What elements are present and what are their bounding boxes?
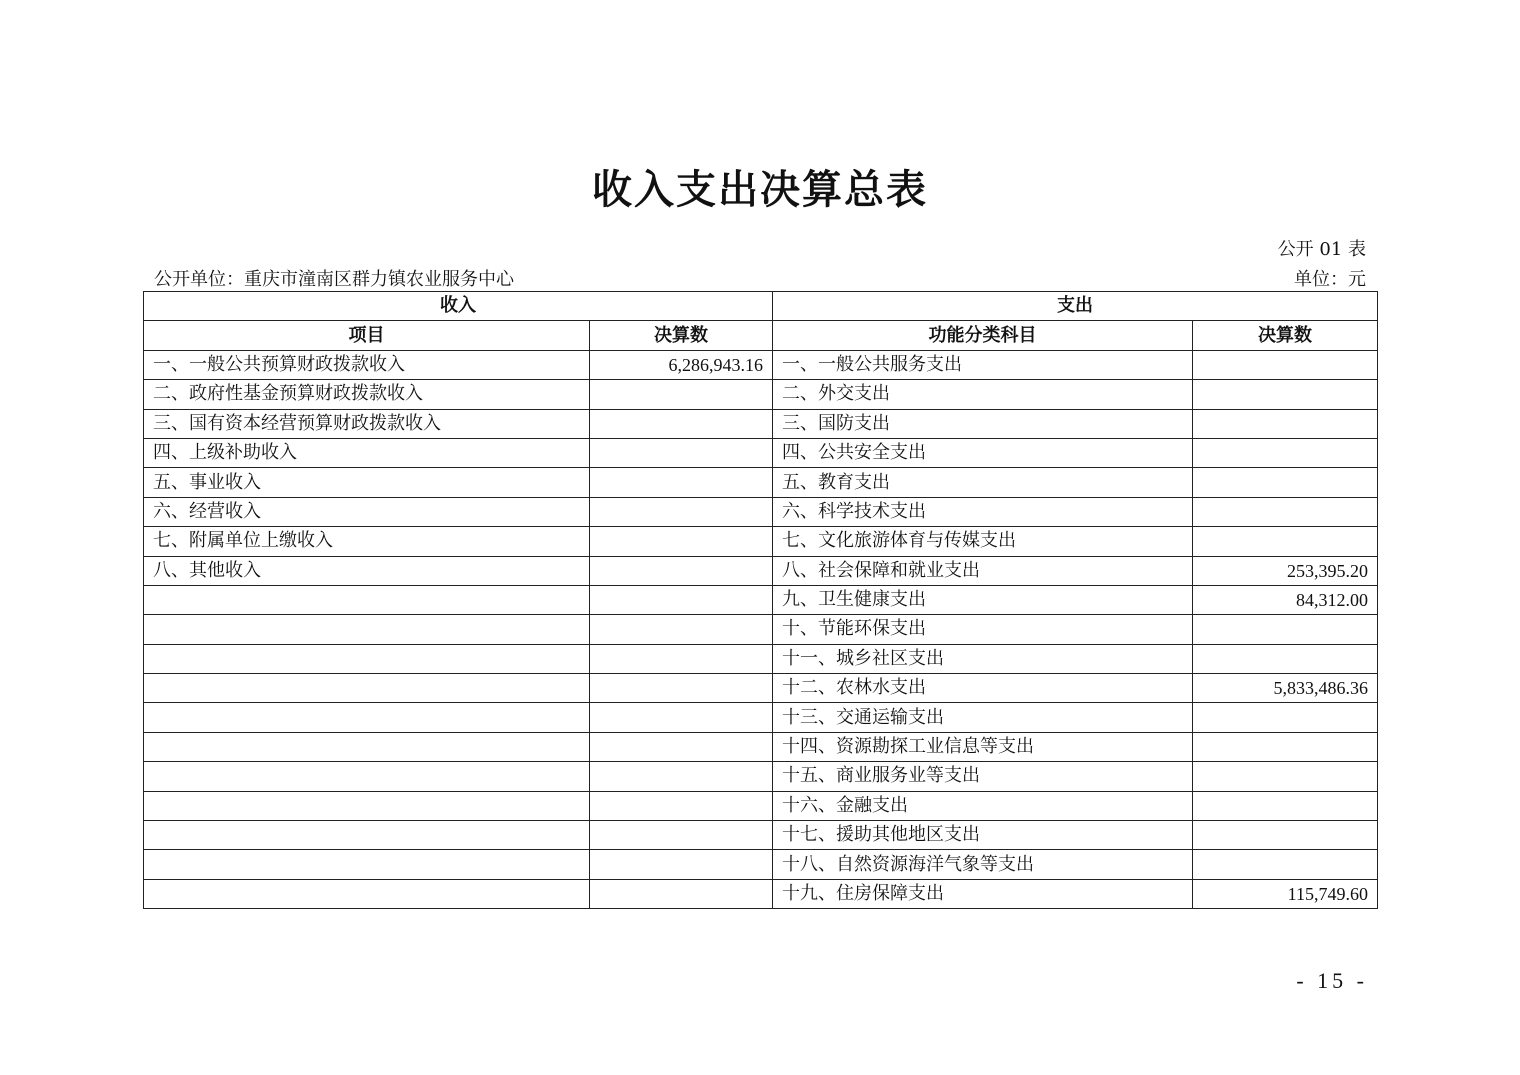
income-item-cell xyxy=(144,732,590,761)
table-group-header-row xyxy=(144,292,1378,321)
table-row xyxy=(144,350,1378,379)
income-item-cell xyxy=(144,585,590,614)
expense-item-cell: 六、科学技术支出 xyxy=(773,497,1193,526)
income-amount-cell xyxy=(590,850,773,879)
table-row xyxy=(144,468,1378,497)
income-amount-cell xyxy=(590,527,773,556)
income-item-cell: 二、政府性基金预算财政拨款收入 xyxy=(144,380,590,409)
expense-amount-cell xyxy=(1193,468,1378,497)
table-row xyxy=(144,380,1378,409)
income-item-cell xyxy=(144,879,590,908)
expense-amount-cell: 84,312.00 xyxy=(1193,585,1378,614)
income-amount-cell xyxy=(590,615,773,644)
expense-amount-cell xyxy=(1193,527,1378,556)
income-group-header: 收入 xyxy=(144,292,773,321)
table-row xyxy=(144,732,1378,761)
table-body xyxy=(144,350,1378,908)
expense-amount-cell xyxy=(1193,380,1378,409)
expense-item-cell: 十五、商业服务业等支出 xyxy=(773,762,1193,791)
expense-item-cell: 十二、农林水支出 xyxy=(773,674,1193,703)
page-number: - 15 - xyxy=(1296,968,1368,993)
column-header-item: 项目 xyxy=(144,321,590,350)
table-row xyxy=(144,409,1378,438)
table-row xyxy=(144,762,1378,791)
expense-item-cell: 四、公共安全支出 xyxy=(773,438,1193,467)
income-amount-cell xyxy=(590,409,773,438)
expense-item-cell: 七、文化旅游体育与传媒支出 xyxy=(773,527,1193,556)
expense-amount-cell xyxy=(1193,703,1378,732)
income-amount-cell xyxy=(590,879,773,908)
table-row xyxy=(144,674,1378,703)
income-amount-cell xyxy=(590,585,773,614)
income-item-cell xyxy=(144,762,590,791)
income-item-cell: 一、一般公共预算财政拨款收入 xyxy=(144,350,590,379)
income-amount-cell xyxy=(590,556,773,585)
income-amount-cell xyxy=(590,468,773,497)
income-amount-cell xyxy=(590,791,773,820)
income-amount-cell xyxy=(590,674,773,703)
income-item-cell xyxy=(144,644,590,673)
income-item-cell xyxy=(144,821,590,850)
reporting-organization: 公开单位：重庆市潼南区群力镇农业服务中心 xyxy=(154,269,514,290)
expense-amount-cell xyxy=(1193,732,1378,761)
expense-item-cell: 十三、交通运输支出 xyxy=(773,703,1193,732)
income-item-cell xyxy=(144,615,590,644)
table-column-header-row xyxy=(144,321,1378,350)
income-item-cell: 六、经营收入 xyxy=(144,497,590,526)
expense-item-cell: 十一、城乡社区支出 xyxy=(773,644,1193,673)
table-row xyxy=(144,527,1378,556)
income-item-cell xyxy=(144,850,590,879)
table-row xyxy=(144,644,1378,673)
currency-unit: 单位：元 xyxy=(1294,269,1366,290)
income-amount-cell xyxy=(590,821,773,850)
expense-item-cell: 八、社会保障和就业支出 xyxy=(773,556,1193,585)
table-row xyxy=(144,585,1378,614)
expense-amount-cell xyxy=(1193,350,1378,379)
income-amount-cell xyxy=(590,438,773,467)
expense-amount-cell: 253,395.20 xyxy=(1193,556,1378,585)
income-amount-cell xyxy=(590,380,773,409)
expense-group-header: 支出 xyxy=(773,292,1378,321)
table-row xyxy=(144,821,1378,850)
expense-item-cell: 一、一般公共服务支出 xyxy=(773,350,1193,379)
table-row xyxy=(144,556,1378,585)
income-amount-cell xyxy=(590,762,773,791)
page-title: 收入支出决算总表 xyxy=(592,166,928,213)
income-item-cell: 五、事业收入 xyxy=(144,468,590,497)
table-row xyxy=(144,703,1378,732)
expense-item-cell: 十四、资源勘探工业信息等支出 xyxy=(773,732,1193,761)
expense-item-cell: 十七、援助其他地区支出 xyxy=(773,821,1193,850)
income-item-cell xyxy=(144,703,590,732)
expense-item-cell: 五、教育支出 xyxy=(773,468,1193,497)
expense-amount-cell xyxy=(1193,644,1378,673)
income-item-cell xyxy=(144,791,590,820)
expense-amount-cell: 5,833,486.36 xyxy=(1193,674,1378,703)
expense-item-cell: 九、卫生健康支出 xyxy=(773,585,1193,614)
column-header-income-amount: 决算数 xyxy=(590,321,773,350)
income-amount-cell xyxy=(590,497,773,526)
expense-item-cell: 三、国防支出 xyxy=(773,409,1193,438)
income-item-cell: 八、其他收入 xyxy=(144,556,590,585)
income-amount-cell: 6,286,943.16 xyxy=(590,350,773,379)
column-header-function: 功能分类科目 xyxy=(773,321,1193,350)
table-row xyxy=(144,497,1378,526)
income-item-cell: 三、国有资本经营预算财政拨款收入 xyxy=(144,409,590,438)
income-item-cell xyxy=(144,674,590,703)
income-expense-summary-table xyxy=(143,291,1378,909)
expense-amount-cell xyxy=(1193,850,1378,879)
table-row xyxy=(144,850,1378,879)
income-item-cell: 四、上级补助收入 xyxy=(144,438,590,467)
income-amount-cell xyxy=(590,703,773,732)
table-row xyxy=(144,791,1378,820)
expense-item-cell: 十九、住房保障支出 xyxy=(773,879,1193,908)
table-row xyxy=(144,615,1378,644)
expense-item-cell: 十八、自然资源海洋气象等支出 xyxy=(773,850,1193,879)
form-number: 公开 01 表 xyxy=(1277,239,1366,260)
expense-amount-cell xyxy=(1193,762,1378,791)
expense-amount-cell xyxy=(1193,791,1378,820)
expense-item-cell: 十、节能环保支出 xyxy=(773,615,1193,644)
income-amount-cell xyxy=(590,732,773,761)
income-amount-cell xyxy=(590,644,773,673)
expense-item-cell: 十六、金融支出 xyxy=(773,791,1193,820)
table-row xyxy=(144,438,1378,467)
expense-item-cell: 二、外交支出 xyxy=(773,380,1193,409)
column-header-expense-amount: 决算数 xyxy=(1193,321,1378,350)
income-item-cell: 七、附属单位上缴收入 xyxy=(144,527,590,556)
expense-amount-cell xyxy=(1193,497,1378,526)
expense-amount-cell xyxy=(1193,615,1378,644)
expense-amount-cell xyxy=(1193,821,1378,850)
table-row xyxy=(144,879,1378,908)
expense-amount-cell xyxy=(1193,438,1378,467)
expense-amount-cell xyxy=(1193,409,1378,438)
expense-amount-cell: 115,749.60 xyxy=(1193,879,1378,908)
